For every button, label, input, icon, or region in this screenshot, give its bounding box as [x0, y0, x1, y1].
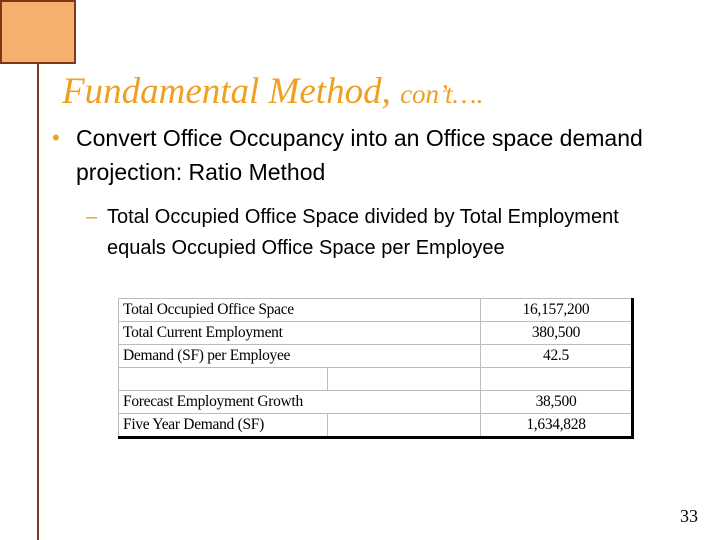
bullet-marker: •: [52, 125, 60, 150]
sub-bullet-text: Total Occupied Office Space divided by Total Employment equals Occupied Office Space per Employee: [107, 206, 619, 259]
row-label: [119, 368, 328, 391]
row-spacer: [328, 345, 481, 368]
corner-block: [0, 0, 76, 64]
row-value: [481, 368, 633, 391]
row-value: 380,500: [481, 322, 633, 345]
row-value: 38,500: [481, 391, 633, 414]
row-label: Total Occupied Office Space: [119, 299, 328, 322]
row-label: Forecast Employment Growth: [119, 391, 328, 414]
demand-table: [118, 298, 634, 439]
main-bullet: [52, 121, 672, 189]
sub-bullet-marker: –: [86, 206, 98, 228]
slide-sidebar: [0, 0, 39, 540]
title-continued: con’t….: [400, 79, 484, 109]
row-label: Total Current Employment: [119, 322, 328, 345]
row-label: Five Year Demand (SF): [119, 414, 328, 438]
page-number: 33: [680, 506, 698, 526]
bullet-text: Convert Office Occupancy into an Office space demand projection: Ratio Method: [76, 125, 643, 185]
table-row: [119, 322, 633, 345]
row-spacer: [328, 391, 481, 414]
table-row: [119, 391, 633, 414]
sub-bullet: [86, 202, 646, 264]
table-row: [119, 368, 633, 391]
table-row: [119, 299, 633, 322]
row-value: 42.5: [481, 345, 633, 368]
row-value: 1,634,828: [481, 414, 633, 438]
row-spacer: [328, 414, 481, 438]
row-spacer: [328, 368, 481, 391]
table-row: [119, 345, 633, 368]
row-spacer: [328, 299, 481, 322]
title-main: Fundamental Method,: [62, 71, 401, 112]
slide-title: [62, 70, 483, 113]
row-value: 16,157,200: [481, 299, 633, 322]
row-spacer: [328, 322, 481, 345]
table-row: [119, 414, 633, 438]
row-label: Demand (SF) per Employee: [119, 345, 328, 368]
